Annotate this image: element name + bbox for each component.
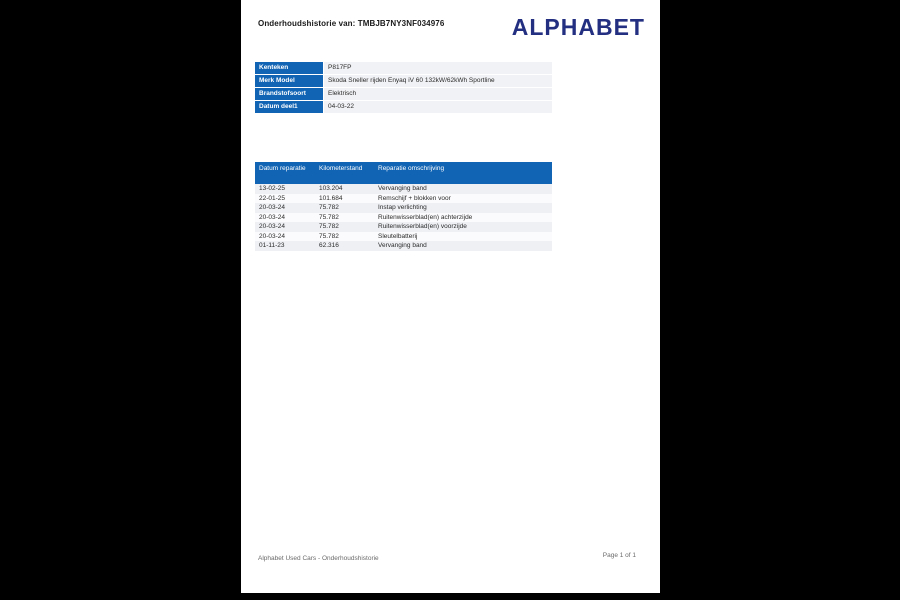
- document-page: [241, 0, 660, 593]
- table-row: [255, 232, 552, 242]
- cell-date: 20-03-24: [259, 204, 286, 211]
- cell-mileage: 62.316: [319, 242, 339, 249]
- cell-date: 22-01-25: [259, 194, 286, 202]
- service-history-table: [255, 162, 552, 251]
- table-row: [255, 62, 552, 74]
- cell-description: Vervanging band: [378, 185, 427, 192]
- cell-date: 20-03-24: [259, 232, 286, 240]
- cell-date: 20-03-24: [259, 213, 286, 221]
- table-header-row: [255, 162, 552, 184]
- cell-date: 13-02-25: [259, 185, 286, 192]
- vehicle-info-table: [255, 62, 552, 114]
- cell-mileage: 103.204: [319, 185, 343, 192]
- column-header: Datum reparatie: [259, 165, 306, 172]
- footer-text: Alphabet Used Cars - Onderhoudshistorie: [258, 555, 379, 562]
- row-value: Skoda Sneller rijden Enyaq iV 60 132kW/62kWh Sportline: [324, 75, 552, 87]
- row-value: 04-03-22: [324, 101, 552, 113]
- row-label: Merk Model: [255, 75, 323, 87]
- row-value: Elektrisch: [324, 88, 552, 100]
- cell-date: 01-11-23: [259, 242, 285, 249]
- table-row: [255, 203, 552, 213]
- table-row: [255, 194, 552, 204]
- cell-description: Ruitenwisserblad(en) achterzijde: [378, 213, 473, 221]
- cell-mileage: 101.684: [319, 194, 343, 202]
- cell-mileage: 75.782: [319, 213, 339, 221]
- cell-mileage: 75.782: [319, 223, 339, 230]
- table-body: [255, 184, 552, 251]
- table-row: [255, 222, 552, 232]
- row-label: Datum deel1: [255, 101, 323, 113]
- cell-description: Remschijf + blokken voor: [378, 194, 451, 202]
- row-value: P817FP: [324, 62, 552, 74]
- cell-description: Vervanging band: [378, 242, 427, 249]
- row-label: Kenteken: [255, 62, 323, 74]
- cell-mileage: 75.782: [319, 204, 339, 211]
- cell-description: Sleutelbatterij: [378, 232, 418, 240]
- cell-description: Instap verlichting: [378, 204, 427, 211]
- column-header: Kilometerstand: [319, 165, 363, 172]
- alphabet-logo: ALPHABET: [511, 14, 645, 40]
- cell-mileage: 75.782: [319, 232, 339, 240]
- table-row: [255, 184, 552, 194]
- page-number: Page 1 of 1: [602, 552, 636, 559]
- table-row: [255, 241, 552, 251]
- page-title: Onderhoudshistorie van: TMBJB7NY3NF034976: [258, 19, 445, 28]
- cell-date: 20-03-24: [259, 223, 286, 230]
- table-row: [255, 75, 552, 87]
- table-row: [255, 213, 552, 223]
- column-header: Reparatie omschrijving: [378, 165, 445, 172]
- row-label: Brandstofsoort: [255, 88, 323, 100]
- table-row: [255, 101, 552, 113]
- cell-description: Ruitenwisserblad(en) voorzijde: [378, 223, 467, 230]
- table-row: [255, 88, 552, 100]
